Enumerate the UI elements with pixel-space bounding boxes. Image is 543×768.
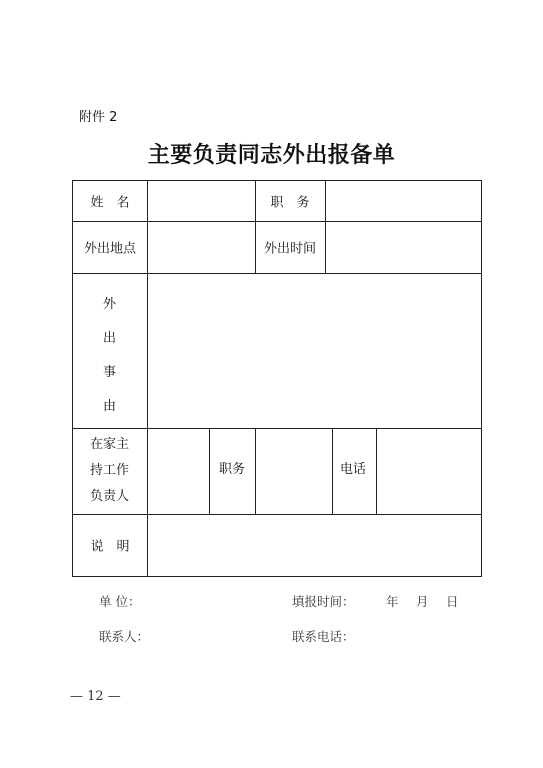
row12-divider-a [255,180,256,273]
acting-head-name-field[interactable] [148,429,209,514]
contact-phone-label: 联系电话： [292,629,355,644]
acting-head-line-2: 持工作 [89,463,129,478]
day-label: 日 [446,594,459,609]
time-label: 外出时间 [263,241,317,257]
acting-head-line-3: 负责人 [89,489,129,504]
page-number: — 12 — [70,689,121,704]
position-field[interactable] [326,181,481,221]
acting-head-line-1: 在家主 [89,437,129,452]
location-field[interactable] [148,222,255,273]
note-label: 说 明 [90,539,130,555]
form-border-bottom [72,576,482,577]
report-form-table [72,180,482,576]
reason-char-2: 出 [102,331,116,346]
row4-divider-a [209,428,210,514]
acting-head-label [72,432,147,510]
reason-char-4: 由 [102,399,116,414]
annex-label: 附件 2 [79,110,118,125]
location-label: 外出地点 [83,241,137,257]
page-title: 主要负责同志外出报备单 [147,142,396,168]
row4-divider-c [332,428,333,514]
name-field[interactable] [148,181,255,221]
acting-phone-field[interactable] [377,429,481,514]
name-label: 姓 名 [90,195,130,211]
form-border-right [481,180,482,577]
acting-position-label: 职务 [219,462,246,477]
unit-label: 单 位： [99,594,141,609]
note-field[interactable] [148,515,481,576]
acting-phone-label: 电话 [340,462,367,477]
time-field[interactable] [326,222,481,273]
month-label: 月 [416,594,429,609]
acting-position-field[interactable] [256,429,332,514]
fill-time-label: 填报时间： [292,594,355,609]
contact-label: 联系人： [99,629,150,644]
position-label: 职 务 [270,195,310,211]
reason-label [72,288,147,424]
year-label: 年 [386,594,399,609]
reason-char-3: 事 [102,365,116,380]
reason-char-1: 外 [102,297,116,312]
reason-field[interactable] [148,274,481,428]
